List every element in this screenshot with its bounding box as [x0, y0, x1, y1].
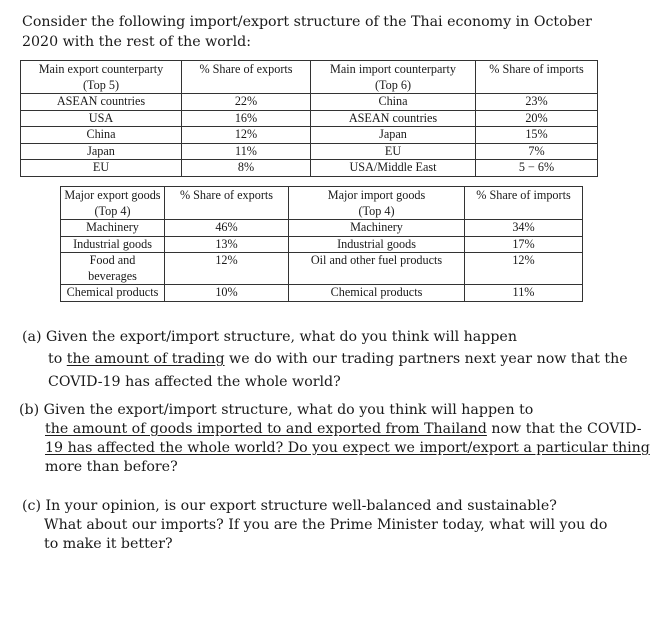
table-row [61, 285, 583, 302]
question-a-line-2: to the amount of trading we do with our trading partners next year now that the [48, 351, 628, 367]
table-row [61, 236, 583, 253]
header-export-goods: Major export goods (Top 4) [61, 187, 165, 220]
table-cell: 17% [465, 236, 583, 253]
table-cell: ASEAN countries [21, 94, 182, 111]
table-row [21, 94, 598, 111]
table-cell: 10% [165, 285, 289, 302]
trade-goods-table [60, 186, 583, 302]
table-row [21, 143, 598, 160]
table-cell: 5 − 6% [476, 160, 598, 177]
question-c-line-3: to make it better? [44, 536, 173, 552]
question-b-line-1: (b) Given the export/import structure, what do you think will happen to [19, 402, 534, 418]
question-a [22, 328, 628, 392]
header-import-goods: Major import goods (Top 4) [289, 187, 465, 220]
header-share-exports: % Share of exports [165, 187, 289, 220]
table-row [21, 110, 598, 127]
table-cell: Oil and other fuel products [289, 253, 465, 285]
table-row [21, 127, 598, 144]
table-cell: Japan [311, 127, 476, 144]
table-cell: 16% [182, 110, 311, 127]
trade-partners-header [21, 61, 598, 94]
question-a-line-3: COVID-19 has affected the whole world? [48, 374, 341, 390]
table-cell: 13% [165, 236, 289, 253]
table-cell: Industrial goods [61, 236, 165, 253]
table-cell: 23% [476, 94, 598, 111]
header-share-imports: % Share of imports [476, 61, 598, 94]
header-import-counterparty: Main import counterparty (Top 6) [311, 61, 476, 94]
question-b-line-3: 19 has affected the whole world? Do you expect we import/export a particular thing [45, 440, 650, 456]
table-cell: 20% [476, 110, 598, 127]
question-c-line-2: What about our imports? If you are the Prime Minister today, what will you do [44, 517, 608, 533]
question-a-line-1: (a) Given the export/import structure, what do you think will happen [22, 329, 517, 345]
question-b [19, 401, 650, 477]
table-cell: 34% [465, 220, 583, 237]
table-cell: Food and beverages [61, 253, 165, 285]
table-cell: Machinery [289, 220, 465, 237]
table-cell: USA [21, 110, 182, 127]
table-cell: 46% [165, 220, 289, 237]
table-cell: USA/Middle East [311, 160, 476, 177]
trade-partners-table [20, 60, 598, 177]
table-cell: Japan [21, 143, 182, 160]
table-cell: Chemical products [289, 285, 465, 302]
table-cell: China [21, 127, 182, 144]
table-cell: 7% [476, 143, 598, 160]
table-cell: Chemical products [61, 285, 165, 302]
table-cell: 11% [182, 143, 311, 160]
table-cell: Machinery [61, 220, 165, 237]
question-c-line-1: (c) In your opinion, is our export structure well-balanced and sustainable? [22, 498, 557, 514]
header-share-exports: % Share of exports [182, 61, 311, 94]
header-export-counterparty: Main export counterparty (Top 5) [21, 61, 182, 94]
trade-goods-header [61, 187, 583, 220]
question-b-line-4: more than before? [45, 459, 178, 475]
table-row [61, 220, 583, 237]
table-cell: EU [21, 160, 182, 177]
table-cell: ASEAN countries [311, 110, 476, 127]
question-c [22, 497, 612, 554]
table-cell: 22% [182, 94, 311, 111]
table-cell: 11% [465, 285, 583, 302]
table-cell: 15% [476, 127, 598, 144]
table-row [61, 253, 583, 285]
table-cell: 12% [165, 253, 289, 285]
intro-paragraph: Consider the following import/export structure of the Thai economy in October 2020 with the rest of the world: [22, 14, 592, 50]
table-cell: 12% [182, 127, 311, 144]
table-cell: 12% [465, 253, 583, 285]
table-cell: EU [311, 143, 476, 160]
table-cell: 8% [182, 160, 311, 177]
table-row [21, 160, 598, 177]
table-cell: China [311, 94, 476, 111]
header-share-imports: % Share of imports [465, 187, 583, 220]
table-cell: Industrial goods [289, 236, 465, 253]
question-b-line-2: the amount of goods imported to and exported from Thailand now that the COVID- [45, 421, 642, 437]
